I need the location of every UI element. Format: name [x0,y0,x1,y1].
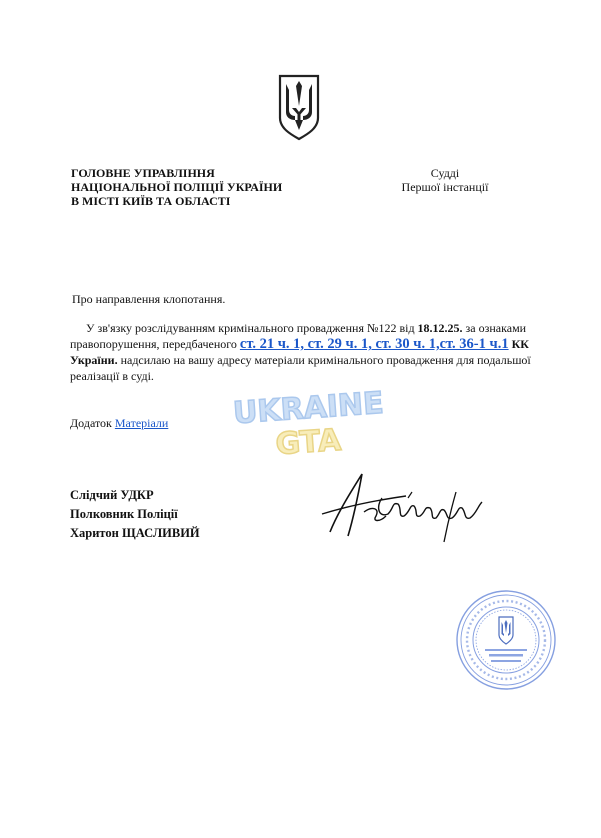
body-paragraph [70,320,540,384]
sender-line-2: НАЦІОНАЛЬНОЇ ПОЛІЦІЇ УКРАЇНИ [71,180,283,194]
attachment-label: Додаток [70,416,115,430]
signer-name: Харитон ЩАСЛИВИЙ [70,526,200,540]
watermark-line-2: GTA [274,422,343,463]
recipient-line-2: Першої інстанції [401,180,489,194]
signer-block [70,486,200,543]
attachment-link[interactable]: Матеріали [114,416,169,430]
watermark-line-1: UKRAINE [231,385,385,432]
watermark-logo [224,378,394,468]
sender-line-1: ГОЛОВНЕ УПРАВЛІННЯ [71,166,215,180]
body-date: 18.12.25. [417,321,463,335]
body-part-2: за ознаками правопорушення, передбаченого [70,321,527,351]
recipient-block [390,166,500,194]
signer-position: Слідчий УДКР [70,488,154,502]
signer-rank: Полковник Поліції [70,507,178,521]
body-code: КК України. [70,337,529,367]
handwritten-signature [318,462,498,546]
body-part-1: У зв'язку розслідуванням кримінального провадження №122 від [86,321,418,335]
official-stamp [455,589,557,691]
sender-block [71,166,282,208]
attachment-line [70,416,168,431]
recipient-line-1: Судді [430,166,460,180]
articles-link[interactable]: ст. 21 ч. 1, ст. 29 ч. 1, ст. 30 ч. 1,ст. 36-1 ч.1 [239,336,509,352]
subject-line: Про направлення клопотання. [72,292,226,306]
sender-line-3: В МІСТІ КИЇВ ТА ОБЛАСТІ [71,194,231,208]
trident-icon [276,72,322,142]
body-part-3: надсилаю на вашу адресу матеріали кримінального провадження для подальшої реалізації в суді. [70,353,531,383]
